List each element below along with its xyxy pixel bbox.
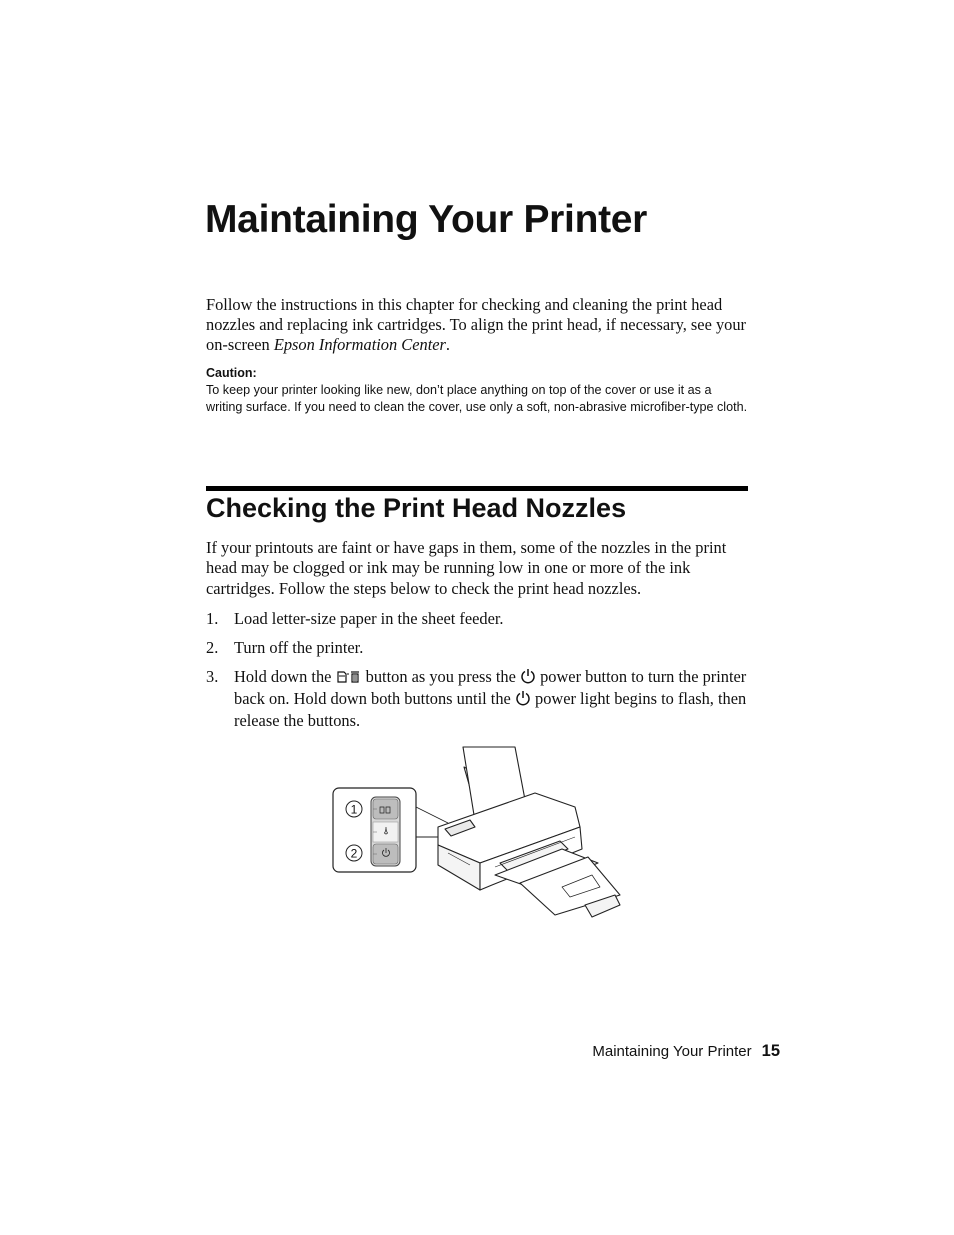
- section-rule: [206, 486, 748, 491]
- step-number: 1.: [206, 609, 219, 628]
- intro-text: Follow the instructions in this chapter for checking and cleaning the print head nozzles and replacing ink cartridges. To align the print head, if necessary, see your on-screen: [206, 295, 747, 354]
- step-text-segment: power light begins to flash, then release the buttons.: [234, 689, 747, 730]
- step-text-segment: Hold down the: [234, 667, 336, 686]
- page-footer: [592, 1042, 780, 1061]
- step-number: 3.: [206, 667, 219, 686]
- callout-1: 1: [350, 802, 358, 817]
- paper-ink-button-icon: [336, 669, 362, 689]
- step-text: Turn off the printer.: [234, 638, 364, 657]
- caution-label: Caution:: [206, 366, 257, 380]
- step-text: [234, 667, 751, 731]
- running-title: Maintaining Your Printer: [592, 1043, 752, 1060]
- printer-illustration: [330, 745, 630, 925]
- step-text-segment: power button to turn the printer back on. Hold down both buttons until the: [234, 667, 747, 708]
- step-number: 2.: [206, 638, 219, 657]
- intro-italic-reference: Epson Information Center: [273, 335, 446, 354]
- intro-text-end: .: [445, 335, 451, 354]
- printer-drawing: [438, 747, 620, 917]
- power-icon: [515, 690, 531, 711]
- section-title: Checking the Print Head Nozzles: [206, 493, 627, 523]
- power-icon: [520, 668, 536, 689]
- intro-paragraph: [206, 295, 756, 355]
- section-intro-paragraph: If your printouts are faint or have gaps in them, some of the nozzles in the print head may be clogged or ink may be running low in one or more of the ink cartridges. Follow the steps below to check the print head nozzles.: [206, 538, 727, 598]
- step-text: Load letter-size paper in the sheet feeder.: [234, 609, 504, 628]
- printer-control-panel-figure: [330, 745, 630, 925]
- callout-2: 2: [350, 846, 358, 861]
- chapter-title: Maintaining Your Printer: [205, 198, 648, 241]
- page-number: 15: [761, 1042, 780, 1060]
- step-text-segment: button as you press the: [361, 667, 520, 686]
- caution-text: To keep your printer looking like new, don’t place anything on top of the cover or use it as a writing surface. If you need to clean the cover, use only a soft, non-abrasive microfiber-type cloth.: [206, 383, 748, 414]
